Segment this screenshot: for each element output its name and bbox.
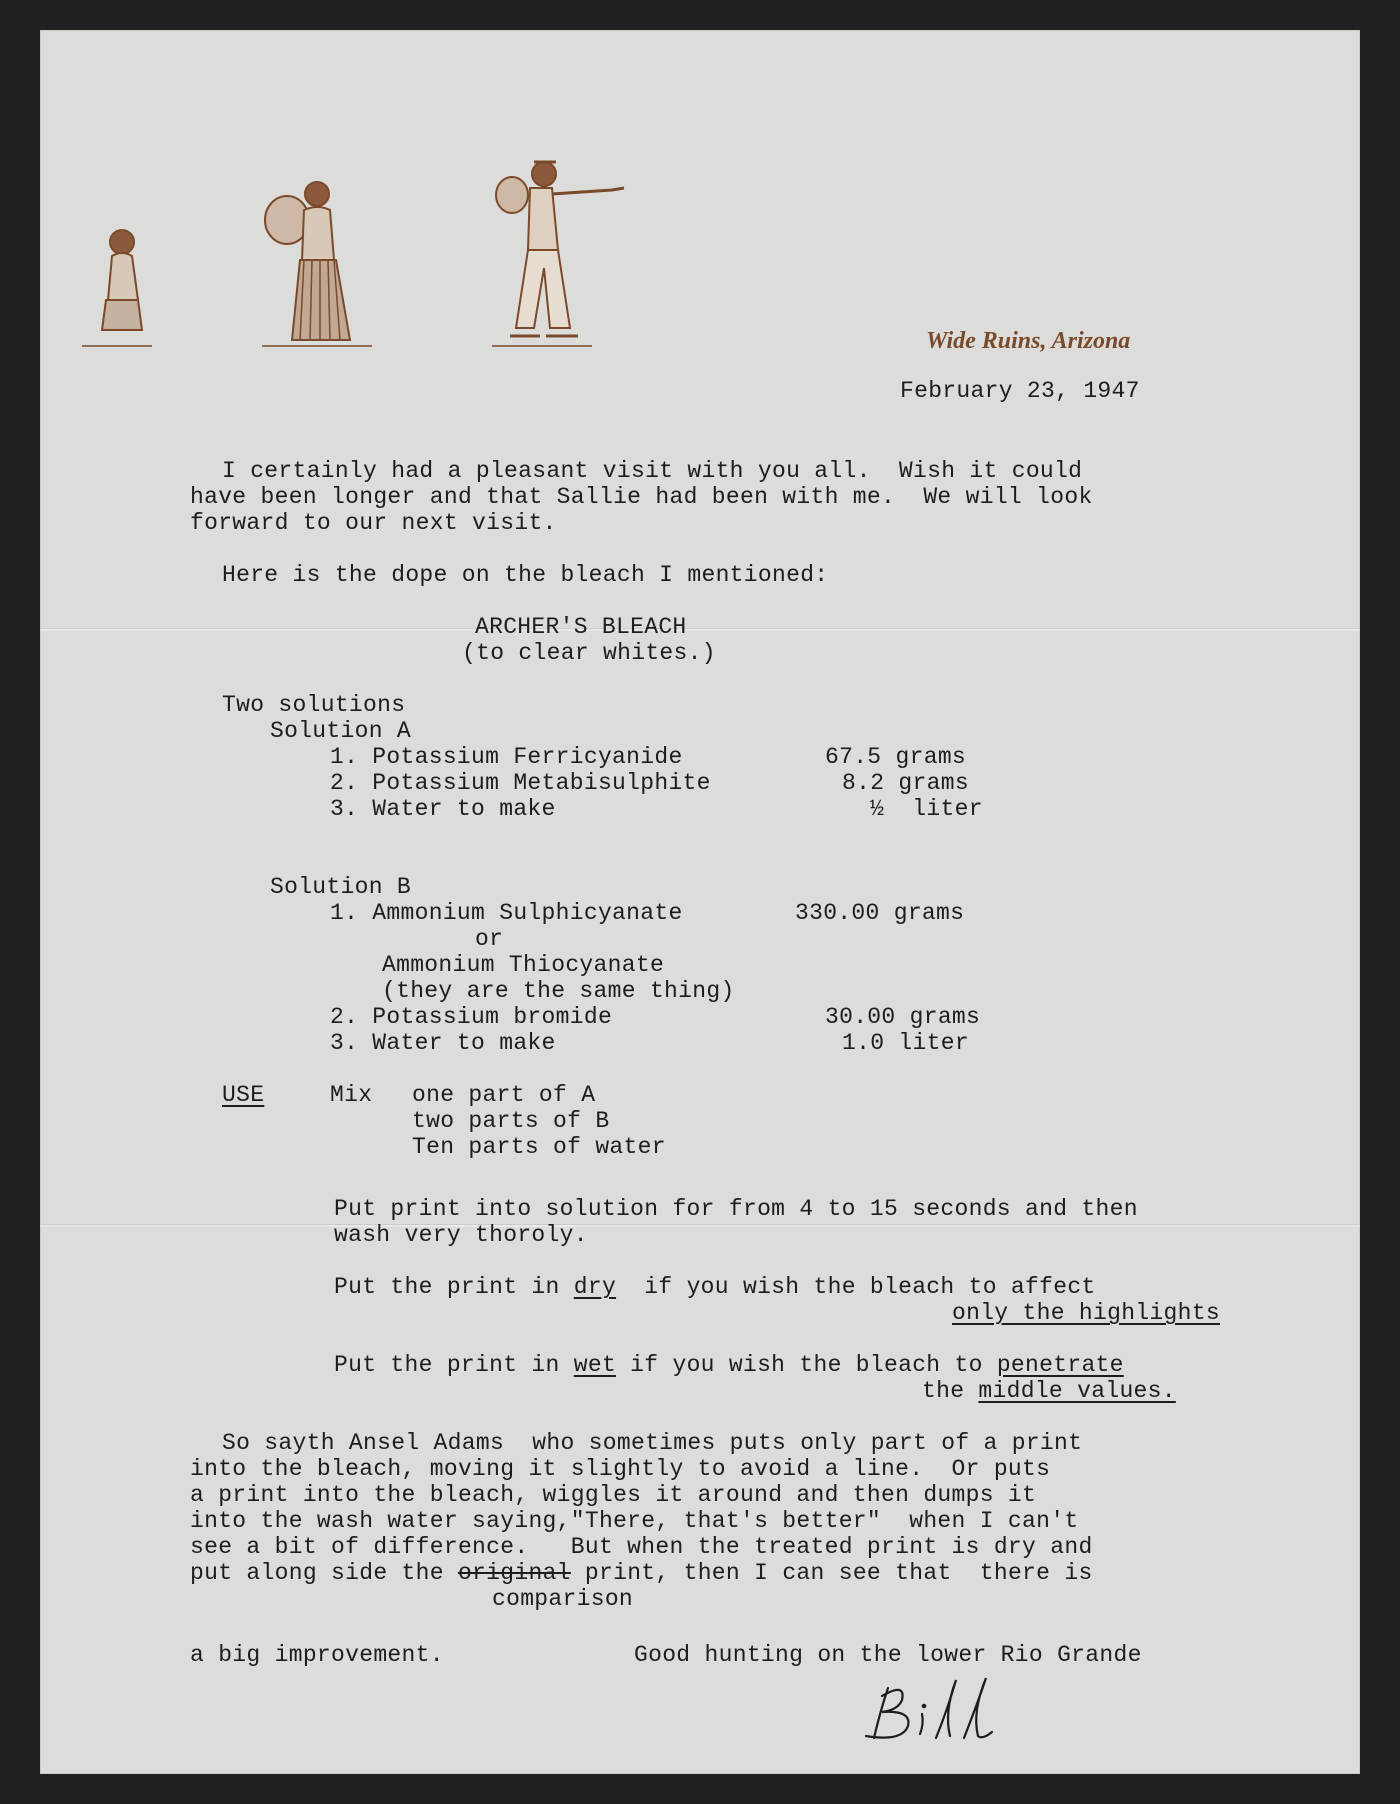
instruction-1-line-2: wash very thoroly. [334,1222,588,1248]
letter-date: February 23, 1947 [900,378,1140,404]
letterhead-place: Wide Ruins, Arizona [926,328,1131,354]
instruction-3-line-2 [922,1378,1176,1404]
instruction-3-mid: if you wish the bleach to [616,1352,997,1378]
solution-a-item-3: 3. Water to make [330,796,556,822]
solution-a-item-1: 1. Potassium Ferricyanide [330,744,683,770]
instruction-2-post: if you wish the bleach to affect [616,1274,1096,1300]
use-mix: Mix [330,1082,373,1108]
instruction-1-line-1: Put print into solution for from 4 to 15 seconds and then [334,1196,1138,1222]
handwritten-signature-icon [852,1672,1012,1752]
solution-b-heading: Solution B [270,874,412,900]
navajo-family-illustration-icon [72,150,632,360]
closing-last-right: Good hunting on the lower Rio Grande [634,1642,1142,1668]
instruction-2-line-2: only the highlights [952,1300,1220,1326]
closing-line-2: into the bleach, moving it slightly to avoid a line. Or puts [190,1456,1051,1482]
instruction-2-dry: dry [573,1274,617,1300]
use-line-2: two parts of B [412,1108,610,1134]
recipe-title: ARCHER'S BLEACH [475,614,687,640]
recipe-subtitle: (to clear whites.) [462,640,716,666]
closing-line-1: So sayth Ansel Adams who sometimes puts only part of a print [222,1430,1083,1456]
instruction-2-line-1 [334,1274,1096,1300]
instruction-2-pre: Put the print in [334,1274,574,1300]
solution-b-or: or [475,926,504,952]
paragraph-2: Here is the dope on the bleach I mentioned: [222,562,829,588]
closing-insert-word: comparison [492,1586,634,1612]
solution-a-amount-3: ½ liter [870,796,983,822]
use-label: USE [222,1082,265,1108]
solution-b-amount-2: 30.00 grams [825,1004,981,1030]
instruction-3-penetrate: penetrate [996,1352,1124,1378]
solution-b-alt: Ammonium Thiocyanate [382,952,665,978]
closing-line-5: see a bit of difference. But when the treated print is dry and [190,1534,1093,1560]
solution-a-amount-2: 8.2 grams [842,770,969,796]
solution-b-item-1: 1. Ammonium Sulphicyanate [330,900,683,926]
solution-b-item-3: 3. Water to make [330,1030,556,1056]
closing-line-6-pre: put along side the [190,1560,458,1586]
fold-line-upper [40,628,1360,631]
solution-b-amount-3: 1.0 liter [842,1030,969,1056]
instruction-3-middle-values: middle values. [978,1378,1176,1404]
paragraph-1-line-3: forward to our next visit. [190,510,557,536]
closing-last-left: a big improvement. [190,1642,444,1668]
instruction-3-line-1 [334,1352,1124,1378]
solution-a-amount-1: 67.5 grams [825,744,967,770]
paragraph-1-line-2: have been longer and that Sallie had been with me. We will look [190,484,1093,510]
solution-b-alt-note: (they are the same thing) [382,978,735,1004]
solution-a-heading: Solution A [270,718,412,744]
solution-b-amount-1: 330.00 grams [795,900,965,926]
closing-line-6 [190,1560,1093,1586]
closing-line-3: a print into the bleach, wiggles it around and then dumps it [190,1482,1037,1508]
closing-line-6-post: print, then I can see that there is [570,1560,1093,1586]
closing-struck-word: original [457,1560,571,1586]
use-line-3: Ten parts of water [412,1134,666,1160]
solution-b-item-2: 2. Potassium bromide [330,1004,613,1030]
instruction-3-pre: Put the print in [334,1352,574,1378]
closing-line-4: into the wash water saying,"There, that's better" when I can't [190,1508,1079,1534]
solution-a-item-2: 2. Potassium Metabisulphite [330,770,711,796]
use-line-1: one part of A [412,1082,596,1108]
fold-line-lower [40,1224,1360,1227]
instruction-3-wet: wet [573,1352,617,1378]
paragraph-1-line-1: I certainly had a pleasant visit with you all. Wish it could [222,458,1083,484]
recipe-intro: Two solutions [222,692,406,718]
instruction-3-the: the [922,1378,979,1404]
